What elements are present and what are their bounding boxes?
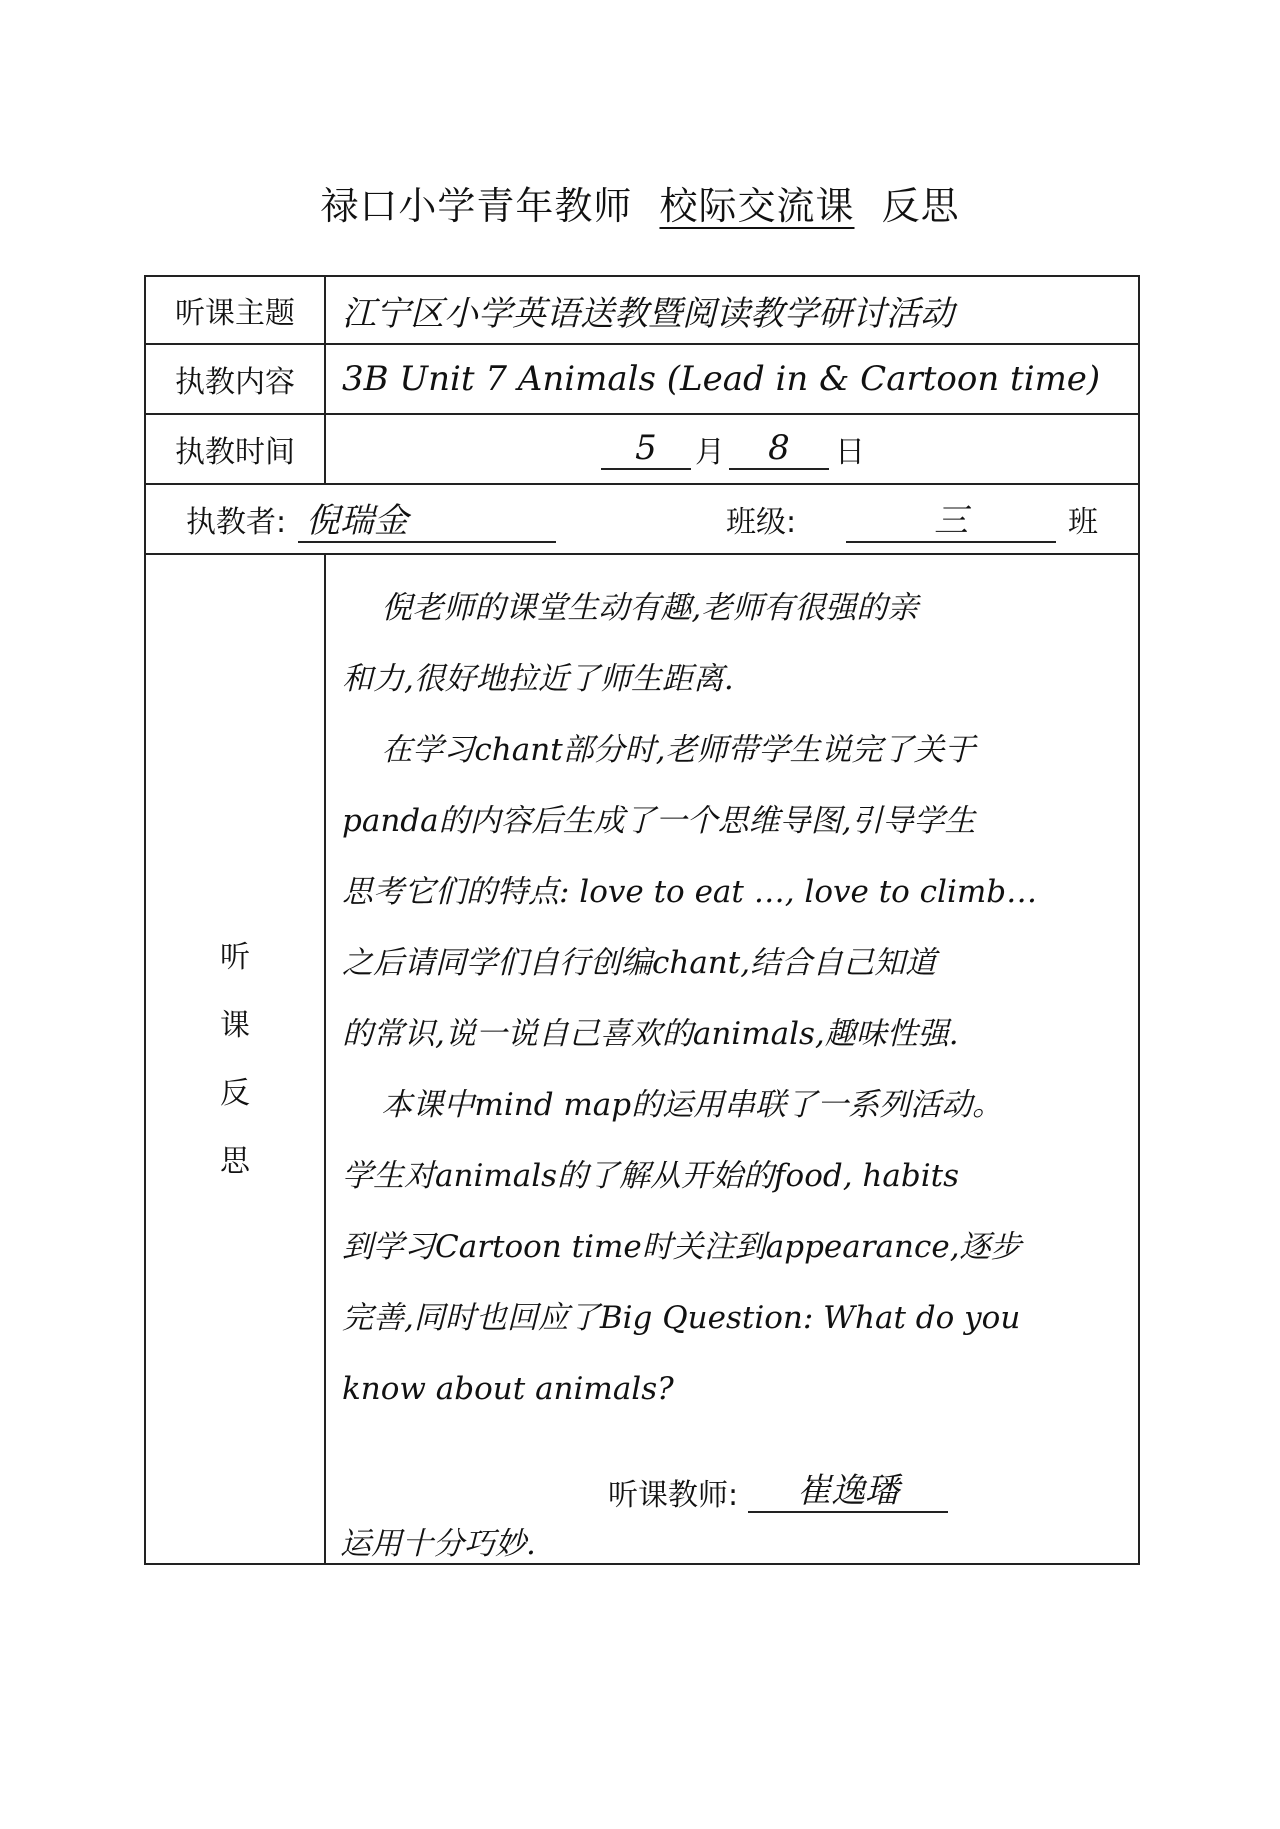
day-value: 8 bbox=[729, 428, 829, 470]
class-value: 三 bbox=[846, 501, 1056, 543]
reflection-label bbox=[146, 555, 326, 1565]
row-reflection bbox=[146, 555, 1138, 1565]
class-unit: 班 bbox=[1068, 505, 1098, 540]
month-value: 5 bbox=[601, 428, 691, 470]
month-unit: 月 bbox=[695, 435, 725, 470]
teacher-name: 倪瑞金 bbox=[298, 501, 556, 543]
reflection-label-char: 思 bbox=[220, 1144, 250, 1179]
title-prefix: 禄口小学青年教师 bbox=[320, 184, 633, 228]
teacher-label: 执教者: bbox=[186, 505, 287, 540]
document-title bbox=[0, 175, 1280, 230]
date-field bbox=[601, 415, 865, 483]
time-label: 执教时间 bbox=[146, 415, 326, 483]
reflection-label-char: 听 bbox=[220, 940, 250, 975]
class-label: 班级: bbox=[726, 505, 797, 540]
title-blank: 校际交流课 bbox=[659, 184, 855, 228]
row-content bbox=[146, 345, 1138, 415]
day-unit: 日 bbox=[835, 435, 865, 470]
content-value: 3B Unit 7 Animals (Lead in & Cartoon time) bbox=[342, 359, 1101, 399]
row-time bbox=[146, 415, 1138, 485]
topic-label: 听课主题 bbox=[146, 277, 326, 343]
reflection-ending: 运用十分巧妙. bbox=[340, 1526, 536, 1562]
row-topic bbox=[146, 277, 1138, 345]
topic-value: 江宁区小学英语送教暨阅读教学研讨活动 bbox=[342, 293, 954, 334]
row-teacher bbox=[146, 485, 1138, 555]
reflection-text: 倪老师的课堂生动有趣,老师有很强的亲 和力,很好地拉近了师生距离. 在学习chant部分时,老师带学生说完了关于 panda的内容后生成了一个思维导图,引导学生 思考它们的特点: love to eat …, love to climb… 之后请同学们自行创编chant,结合自己知道 的常识,说一说自己喜欢的animals,趣味性强. 本课中mind map的运用串联了一系列活动。 学生对animals的了解从开始的food, habits 到学习Cartoon time时关注到appearance,逐步 完善,同时也回应了Big Question: What do you know about animals? bbox=[342, 590, 1038, 1407]
listener-label: 听课教师: bbox=[608, 1478, 739, 1513]
content-label: 执教内容 bbox=[146, 345, 326, 413]
reflection-label-char: 课 bbox=[220, 1008, 250, 1043]
listener-name: 崔逸璠 bbox=[748, 1471, 948, 1513]
reflection-label-char: 反 bbox=[220, 1076, 250, 1111]
reflection-form bbox=[144, 275, 1140, 1565]
title-suffix: 反思 bbox=[881, 184, 960, 228]
listener-signature bbox=[608, 1470, 948, 1514]
